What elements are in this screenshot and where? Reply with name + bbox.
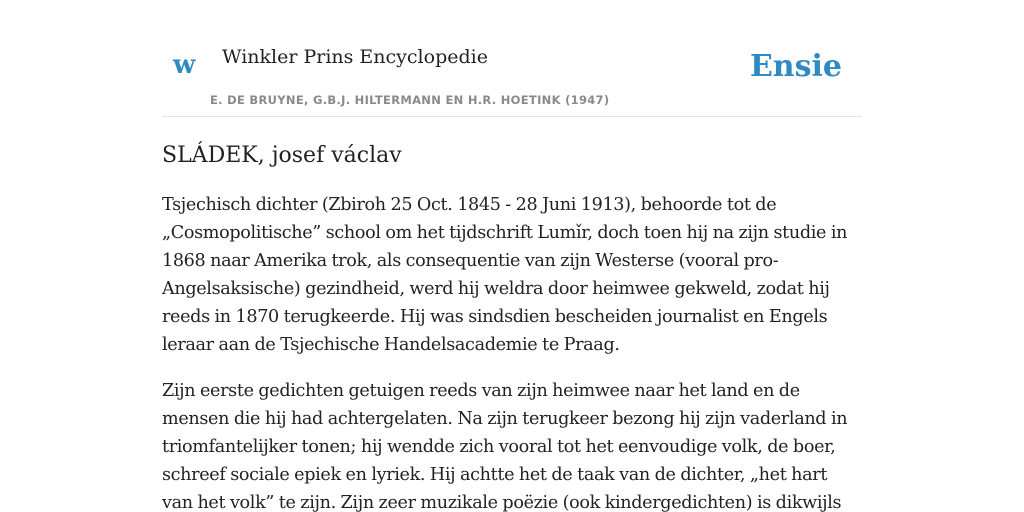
page	[162, 0, 862, 512]
winkler-prins-logo[interactable]: w	[173, 50, 196, 80]
header	[162, 0, 862, 117]
article-paragraph: Zijn eerste gedichten getuigen reeds van zijn heimwee naar het land en de mensen die hij had achtergelaten. Na zijn terugkeer bezong hij zijn vaderland in triomfantelijker tonen; hij wendde zich vooral tot het eenvoudige volk, de boer, schreef sociale epiek en lyriek. Hij achtte het de taak van de dichter, „het hart van het volk” te zijn. Zijn zeer muzikale poëzie (ook kindergedichten) is dikwijls	[162, 381, 848, 512]
source-title[interactable]: Winkler Prins Encyclopedie	[222, 46, 488, 68]
ensie-brand-logo[interactable]: Ensie	[749, 49, 842, 84]
article-paragraph: Tsjechisch dichter (Zbiroh 25 Oct. 1845 - 28 Juni 1913), behoorde tot de „Cosmopolitische” school om het tijdschrift Lumǐr, doch toen hij na zijn studie in 1868 naar Amerika trok, als consequentie van zijn Westerse (vooral pro-Angelsaksische) gezindheid, werd hij weldra door heimwee gekweld, zodat hij reeds in 1870 terugkeerde. Hij was sindsdien bescheiden journalist en Engels leraar aan de Tsjechische Handelsacademie te Praag.	[162, 195, 848, 356]
source-authors: E. DE BRUYNE, G.B.J. HILTERMANN EN H.R. HOETINK (1947)	[210, 93, 610, 107]
article-body	[162, 191, 862, 512]
article-title: SLÁDEK, josef václav	[162, 143, 402, 168]
